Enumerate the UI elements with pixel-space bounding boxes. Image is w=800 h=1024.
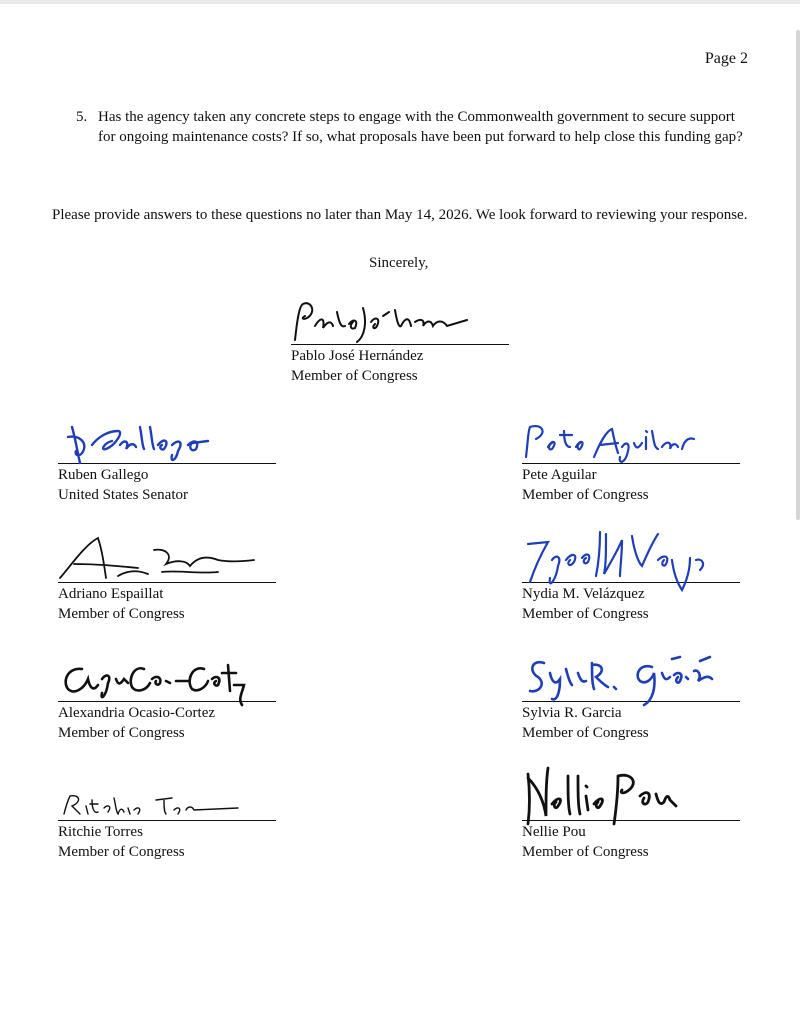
question-text: Has the agency taken any concrete steps to engage with the Commonwealth government to secure support for ongoing maintenance costs? If so, what proposals have been put forward to help close this funding gap? xyxy=(98,109,743,145)
signature-hernandez xyxy=(291,282,509,344)
signer-name: Pablo José Hernández xyxy=(291,348,424,364)
signature-block-espaillat xyxy=(58,520,278,624)
signature-line xyxy=(522,401,740,464)
signature-espaillat xyxy=(58,520,276,582)
signature-block-hernandez xyxy=(291,282,511,386)
question-item xyxy=(76,107,746,147)
salutation: Sincerely, xyxy=(369,255,429,271)
signature-gallego xyxy=(58,401,276,463)
signature-line xyxy=(522,639,740,702)
signer-title: Member of Congress xyxy=(58,606,185,622)
signature-block-torres xyxy=(58,758,278,862)
signature-line xyxy=(522,758,740,821)
signature-line xyxy=(291,282,509,345)
signature-velazquez xyxy=(522,520,740,582)
viewer-top-bar xyxy=(0,0,800,4)
signer-title: Member of Congress xyxy=(291,368,418,384)
signature-line xyxy=(58,401,276,464)
signer-name: Alexandria Ocasio-Cortez xyxy=(58,705,216,721)
signer-name: Nellie Pou xyxy=(522,824,586,840)
signature-garcia xyxy=(522,639,740,701)
signature-aguilar xyxy=(522,401,740,463)
signer-name: Ruben Gallego xyxy=(58,467,149,483)
signer-title: United States Senator xyxy=(58,487,188,503)
signature-line xyxy=(522,520,740,583)
signer-title: Member of Congress xyxy=(58,725,185,741)
signer-title: Member of Congress xyxy=(58,844,185,860)
signature-block-ocasio-cortez xyxy=(58,639,278,743)
signature-torres xyxy=(58,758,276,820)
signature-line xyxy=(58,520,276,583)
signature-ocasio-cortez xyxy=(58,639,276,701)
signer-name: Sylvia R. Garcia xyxy=(522,705,622,721)
page-number: Page 2 xyxy=(704,50,748,67)
closing-paragraph: Please provide answers to these questions no later than May 14, 2026. We look forward to reviewing your response. xyxy=(52,207,748,223)
signature-line xyxy=(58,639,276,702)
signature-block-pou xyxy=(522,758,742,862)
signer-title: Member of Congress xyxy=(522,844,649,860)
signature-pou xyxy=(522,758,740,820)
scrollbar[interactable] xyxy=(796,30,800,520)
signer-title: Member of Congress xyxy=(522,725,649,741)
signer-name: Adriano Espaillat xyxy=(58,586,164,602)
signer-name: Ritchie Torres xyxy=(58,824,143,840)
signature-block-gallego xyxy=(58,401,278,505)
signature-block-velazquez xyxy=(522,520,742,624)
signer-name: Nydia M. Velázquez xyxy=(522,586,645,602)
signature-line xyxy=(58,758,276,821)
signer-title: Member of Congress xyxy=(522,606,649,622)
signer-title: Member of Congress xyxy=(522,487,649,503)
signer-name: Pete Aguilar xyxy=(522,467,597,483)
question-number: 5. xyxy=(76,109,88,125)
signature-block-garcia xyxy=(522,639,742,743)
signature-block-aguilar xyxy=(522,401,742,505)
